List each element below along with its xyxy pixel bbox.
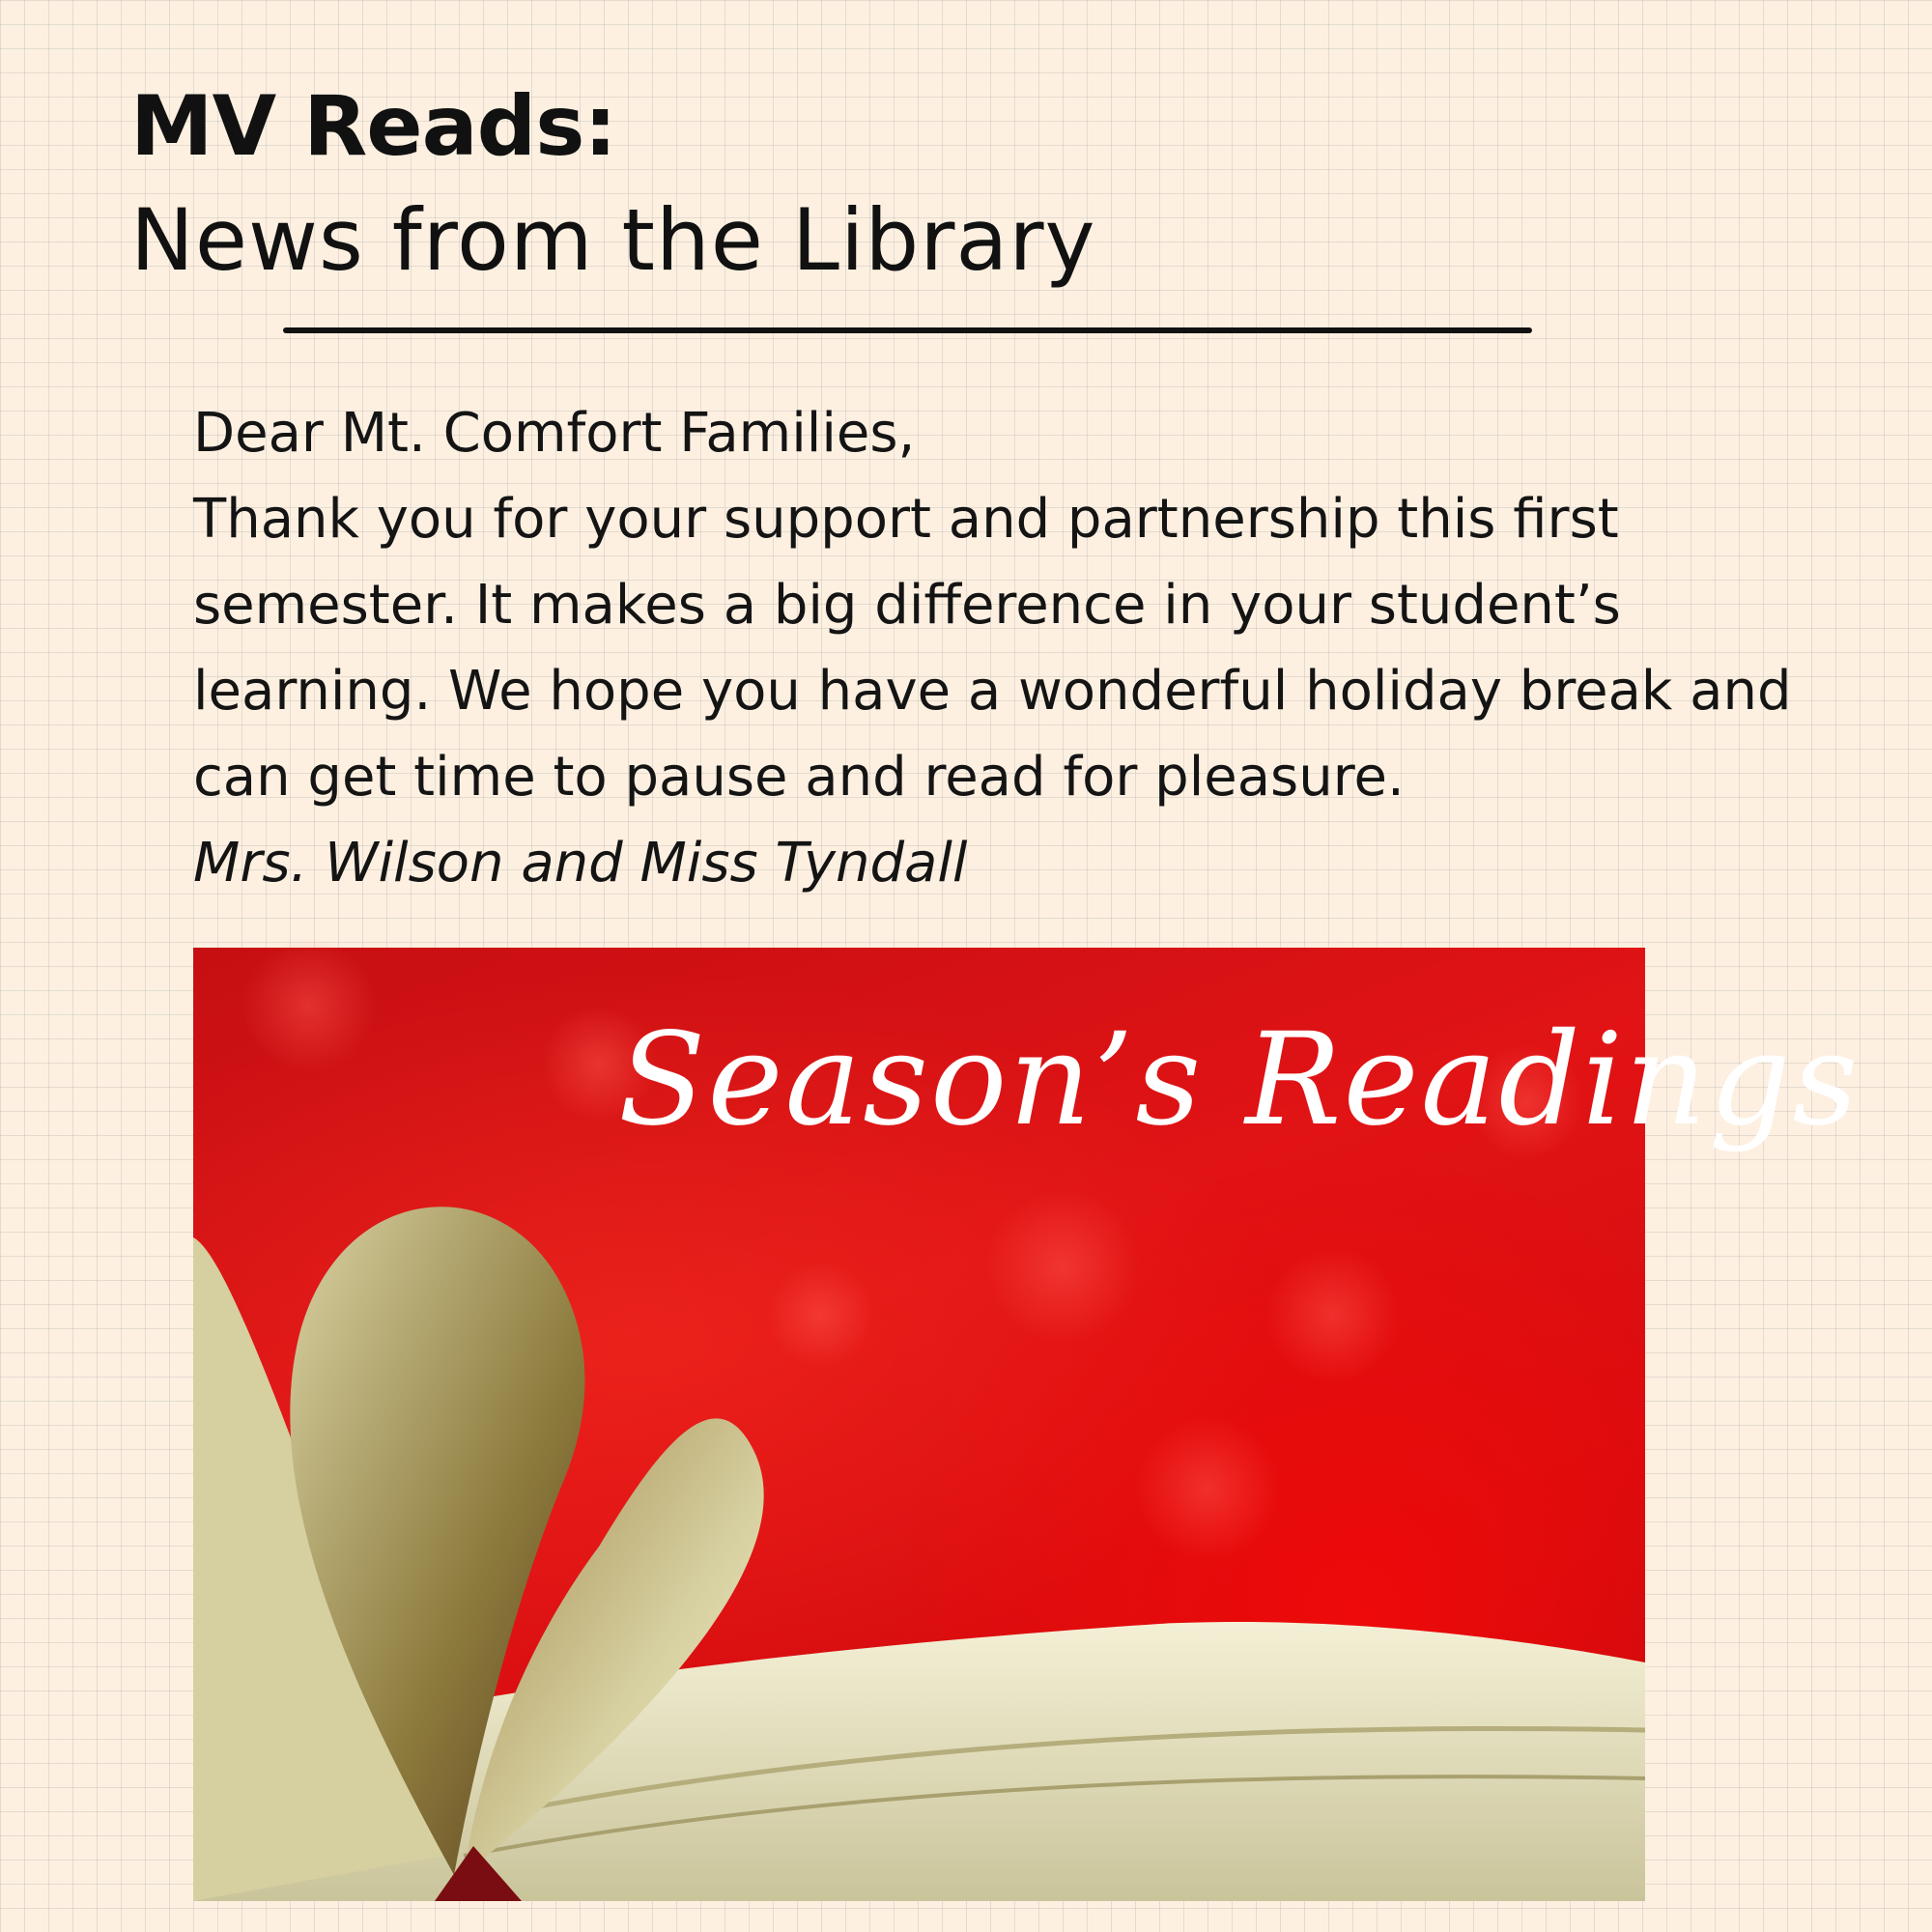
bokeh-light <box>1265 1247 1401 1382</box>
bokeh-light <box>768 1262 874 1368</box>
bokeh-light <box>1135 1416 1280 1561</box>
letter <box>193 390 1816 906</box>
letter-body: Thank you for your support and partnership this first semester. It makes a big difference in your student’s learning. We hope you have a wonderful holiday break and can get time to pause and read for pleasure. <box>193 488 1792 809</box>
bokeh-light <box>242 938 377 1073</box>
letter-signature: Mrs. Wilson and Miss Tyndall <box>193 832 968 895</box>
bokeh-light <box>985 1189 1140 1344</box>
seasons-readings-caption: Season’s Readings <box>618 1006 1861 1154</box>
newsletter-subtitle: News from the Library <box>130 190 1096 290</box>
newsletter-title: MV Reads: <box>130 78 616 175</box>
title-underline <box>283 327 1532 333</box>
letter-greeting: Dear Mt. Comfort Families, <box>193 402 916 465</box>
seasons-readings-image <box>193 948 1861 1901</box>
